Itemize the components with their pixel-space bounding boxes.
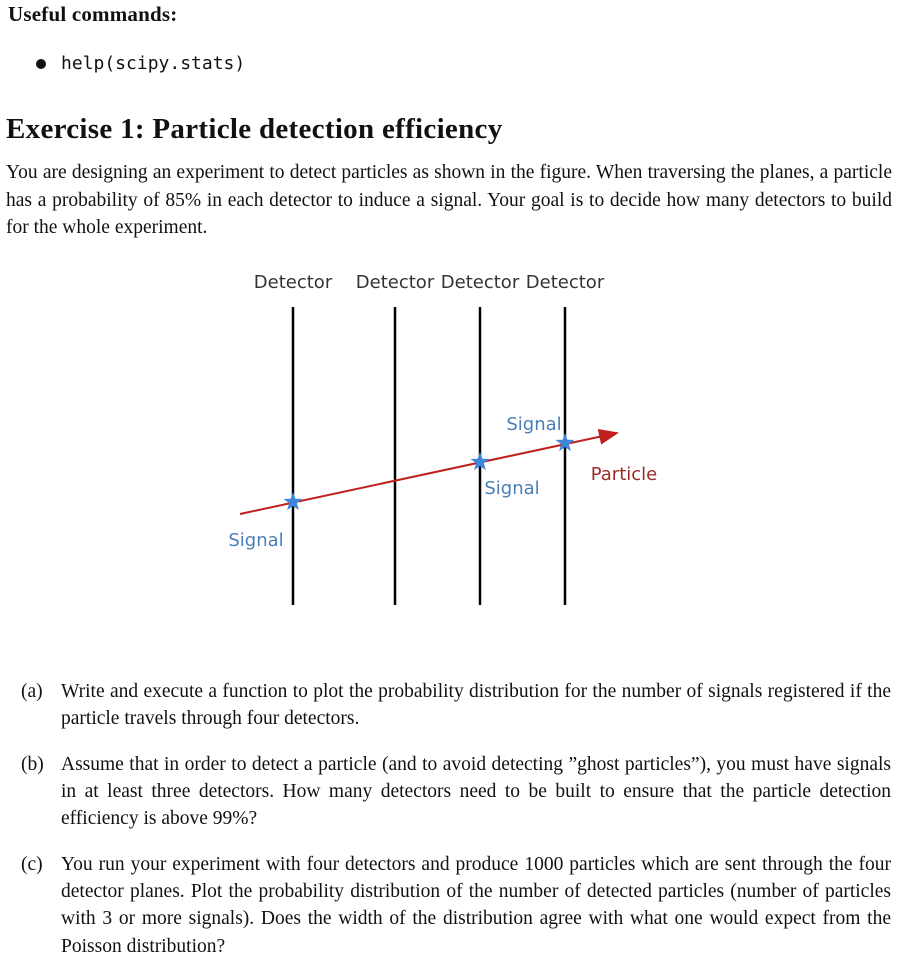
- signal-label: Signal: [228, 530, 284, 551]
- command-code: help(scipy.stats): [61, 53, 246, 74]
- question-marker: (a): [21, 681, 43, 702]
- detector-diagram: [0, 262, 897, 622]
- exercise-intro: You are designing an experiment to detect particles as shown in the figure. When traversing the planes, a particle has a probability of 85% in each detector to induce a signal. Your goal is to decide how many detectors to build for the whole experiment.: [6, 162, 892, 238]
- question-text: Write and execute a function to plot the probability distribution for the number of signals registered if the particle travels through four detectors.: [61, 681, 891, 730]
- useful-commands-heading: Useful commands:: [8, 2, 178, 26]
- detector-label: Detector: [253, 272, 333, 293]
- question-marker: (c): [21, 854, 43, 875]
- command-list-item: [36, 53, 245, 74]
- detector-label: Detector: [440, 272, 520, 293]
- question-text: Assume that in order to detect a particle (and to avoid detecting ”ghost particles”), you must have signals in at least three detectors. How many detectors need to be built to ensure that the particle detection efficiency is above 99%?: [61, 754, 891, 830]
- detector-label: Detector: [355, 272, 435, 293]
- signal-label: Signal: [484, 478, 540, 499]
- signal-label: Signal: [506, 414, 562, 435]
- particle-label: Particle: [590, 464, 658, 485]
- detector-figure: [0, 262, 897, 622]
- bullet-icon: [36, 59, 46, 69]
- exercise-title: Exercise 1: Particle detection efficiency: [6, 113, 503, 145]
- question-marker: (b): [21, 754, 44, 775]
- detector-label: Detector: [525, 272, 605, 293]
- question-text: You run your experiment with four detectors and produce 1000 particles which are sent through the four detector planes. Plot the probability distribution of the number of detected particles (number of particles with 3 or more signals). Does the width of the distribution agree with what one would expect from the Poisson distribution?: [61, 854, 891, 957]
